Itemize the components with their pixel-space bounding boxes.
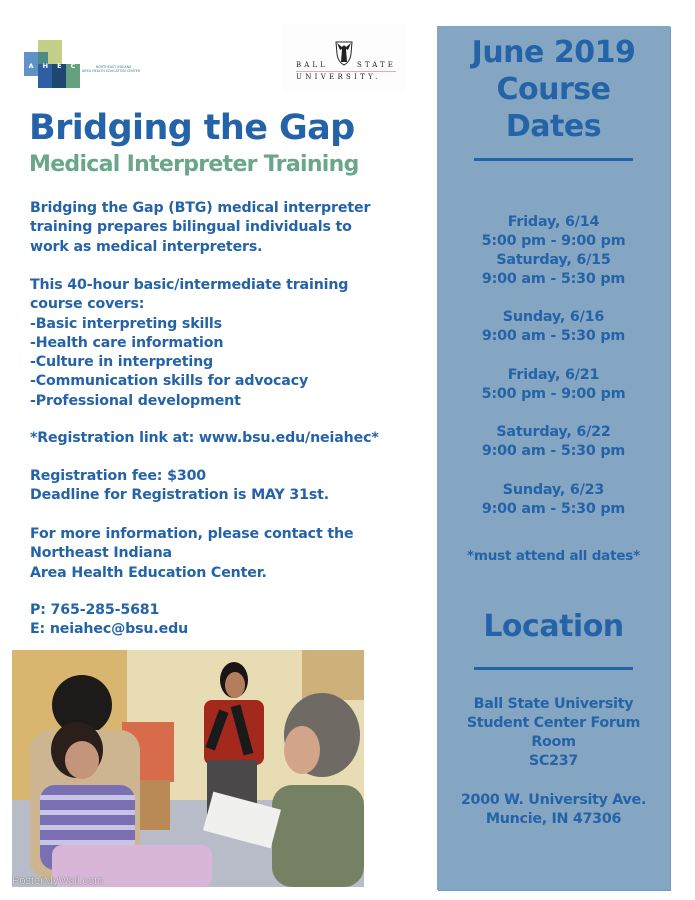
date-day: Friday, 6/21 <box>507 367 600 383</box>
date-day: Saturday, 6/22 <box>496 424 611 440</box>
page-title: Bridging the Gap <box>29 108 355 148</box>
ball-state-wordmark-bottom: UNIVERSITY. <box>296 73 381 81</box>
divider <box>474 158 633 161</box>
ahec-org-line: AREA HEALTH EDUCATION CENTER <box>82 69 141 73</box>
date-time: 5:00 pm - 9:00 pm <box>481 386 626 402</box>
date-entry <box>437 308 670 346</box>
date-time: 5:00 pm - 9:00 pm <box>481 233 626 249</box>
course-dates-panel <box>437 26 670 890</box>
date-time: 9:00 am - 5:30 pm <box>481 501 626 517</box>
ahec-org-line: NORTHEAST INDIANA <box>96 65 132 69</box>
ahec-logo <box>24 40 144 88</box>
contact-line: For more information, please contact the <box>30 526 354 542</box>
date-day: Saturday, 6/15 <box>496 252 611 268</box>
registration-deadline: Deadline for Registration is MAY 31st. <box>30 487 330 504</box>
training-photo <box>12 650 364 887</box>
ahec-letter: C <box>70 62 76 70</box>
ball-state-rule <box>296 71 396 72</box>
ahec-letter: H <box>42 62 49 70</box>
intro-paragraph <box>30 199 370 257</box>
course-coverage <box>30 276 348 411</box>
location-heading: Location <box>483 609 624 644</box>
ball-state-logo <box>282 24 406 92</box>
address-line: Muncie, IN 47306 <box>485 811 622 827</box>
contact-line: Northeast Indiana <box>30 545 172 562</box>
date-entry <box>437 251 670 289</box>
date-entry <box>437 481 670 519</box>
registration-fee: Registration fee: $300 <box>30 468 207 484</box>
contact-line: Area Health Education Center. <box>30 564 267 581</box>
registration-link[interactable] <box>30 429 379 448</box>
contact-email[interactable]: E: neiahec@bsu.edu <box>30 621 189 638</box>
heading-line: June 2019 <box>471 35 636 70</box>
contact-info <box>30 525 353 583</box>
divider <box>474 667 633 670</box>
ahec-letter: A <box>28 62 34 70</box>
ahec-org-name <box>82 65 140 73</box>
ahec-letter: E <box>57 62 62 70</box>
course-topic: -Communication skills for advocacy <box>30 373 309 390</box>
date-entry <box>437 213 670 251</box>
course-topic: -Health care information <box>30 334 224 351</box>
location-line: Room <box>531 734 576 750</box>
course-topic: -Professional development <box>30 392 241 409</box>
heading-line: Dates <box>505 109 602 144</box>
course-line: course covers: <box>30 296 145 313</box>
watermark: PosterMyWall.com <box>12 875 104 887</box>
location-address <box>437 791 670 829</box>
intro-line: Bridging the Gap (BTG) medical interpreter <box>30 200 371 216</box>
date-time: 9:00 am - 5:30 pm <box>481 328 626 344</box>
date-day: Sunday, 6/16 <box>502 309 605 325</box>
address-line: 2000 W. University Ave. <box>460 792 647 808</box>
registration-link-text[interactable]: *Registration link at: www.bsu.edu/neiahec* <box>30 430 379 446</box>
date-entry <box>437 423 670 461</box>
ball-state-word: STATE <box>356 61 396 69</box>
heading-line: Course <box>496 72 611 107</box>
contact-details <box>30 601 188 640</box>
location-venue <box>437 695 670 771</box>
contact-phone[interactable]: P: 765-285-5681 <box>30 602 160 618</box>
ball-state-wordmark-top <box>296 61 396 69</box>
date-day: Friday, 6/14 <box>507 214 600 230</box>
course-dates-heading <box>437 34 670 145</box>
date-day: Sunday, 6/23 <box>502 482 605 498</box>
course-topic: -Basic interpreting skills <box>30 315 222 332</box>
intro-line: training prepares bilingual individuals to <box>30 219 352 236</box>
page-subtitle: Medical Interpreter Training <box>29 152 359 177</box>
date-time: 9:00 am - 5:30 pm <box>481 443 626 459</box>
location-line: SC237 <box>528 753 579 769</box>
ahec-letters <box>24 62 80 70</box>
course-line: This 40-hour basic/intermediate training <box>30 277 349 293</box>
location-line: Ball State University <box>473 696 634 712</box>
registration-details <box>30 467 329 506</box>
interpreter-session-illustration <box>12 650 364 887</box>
date-time: 9:00 am - 5:30 pm <box>481 271 626 287</box>
location-line: Student Center Forum <box>466 715 641 731</box>
attendance-note: *must attend all dates* <box>466 548 641 564</box>
date-entry <box>437 366 670 404</box>
course-topic: -Culture in interpreting <box>30 354 214 371</box>
intro-line: work as medical interpreters. <box>30 238 263 255</box>
ball-state-word: BALL <box>296 61 328 69</box>
